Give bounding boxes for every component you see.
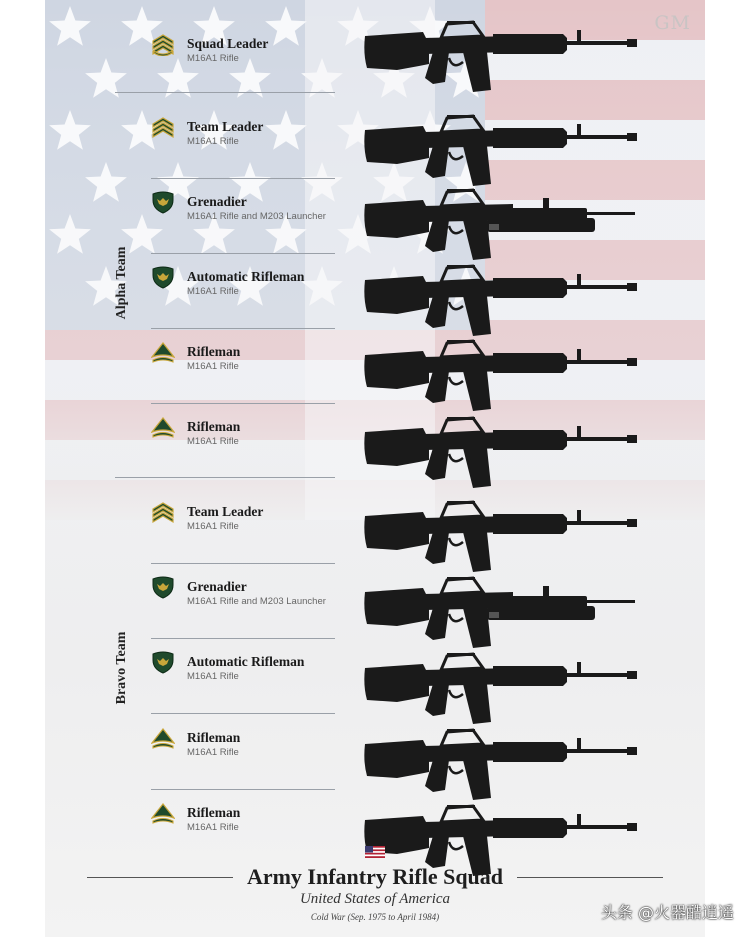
role-name: Rifleman xyxy=(187,805,241,820)
row-divider xyxy=(151,563,335,564)
sergeant-chevron-icon xyxy=(151,500,175,524)
role-name: Automatic Rifleman xyxy=(187,269,305,284)
rifle-with-launcher-image xyxy=(363,186,638,268)
private-first-class-icon xyxy=(151,340,175,364)
weapon-description: M16A1 Rifle and M203 Launcher xyxy=(187,211,326,222)
poster xyxy=(45,0,705,937)
row-divider xyxy=(151,328,335,329)
private-first-class-icon xyxy=(151,801,175,825)
weapon-description: M16A1 Rifle xyxy=(187,436,239,447)
weapon-description: M16A1 Rifle xyxy=(187,286,239,297)
role-name: Squad Leader xyxy=(187,36,269,51)
weapon-description: M16A1 Rifle xyxy=(187,521,239,532)
us-flag-icon xyxy=(365,846,385,858)
specialist-eagle-icon xyxy=(151,190,175,214)
role-name: Rifleman xyxy=(187,419,241,434)
row-divider xyxy=(151,713,335,714)
gm-logo: GM xyxy=(654,12,691,34)
role-name: Team Leader xyxy=(187,119,264,134)
weapon-description: M16A1 Rifle and M203 Launcher xyxy=(187,596,326,607)
poster-subtitle: United States of America xyxy=(299,891,451,907)
weapon-description: M16A1 Rifle xyxy=(187,822,239,833)
rifle-image xyxy=(363,262,638,344)
row-divider xyxy=(151,638,335,639)
row-divider xyxy=(151,789,335,790)
alpha-team-label: Alpha Team xyxy=(114,246,129,320)
role-name: Rifleman xyxy=(187,344,241,359)
sergeant-chevron-icon xyxy=(151,115,175,139)
poster-title: Army Infantry Rifle Squad xyxy=(246,864,504,889)
role-name: Grenadier xyxy=(187,579,247,594)
rifle-image xyxy=(363,498,638,580)
row-divider xyxy=(151,253,335,254)
rifle-image xyxy=(363,18,638,100)
row-divider xyxy=(151,403,335,404)
weapon-description: M16A1 Rifle xyxy=(187,136,239,147)
specialist-eagle-icon xyxy=(151,650,175,674)
weapon-description: M16A1 Rifle xyxy=(187,53,239,64)
role-name: Grenadier xyxy=(187,194,247,209)
weapon-description: M16A1 Rifle xyxy=(187,361,239,372)
role-name: Team Leader xyxy=(187,504,264,519)
staff-sergeant-chevron-icon xyxy=(151,32,175,56)
weapon-description: M16A1 Rifle xyxy=(187,671,239,682)
role-name: Rifleman xyxy=(187,730,241,745)
rifle-image xyxy=(363,650,638,732)
row-divider xyxy=(151,178,335,179)
watermark: 头条 @火器酷逍遥 xyxy=(600,903,734,922)
rifle-image xyxy=(363,414,638,496)
role-name: Automatic Rifleman xyxy=(187,654,305,669)
rifle-image xyxy=(363,112,638,194)
private-first-class-icon xyxy=(151,726,175,750)
rifle-image xyxy=(363,337,638,419)
specialist-eagle-icon xyxy=(151,575,175,599)
private-first-class-icon xyxy=(151,415,175,439)
specialist-eagle-icon xyxy=(151,265,175,289)
weapon-description: M16A1 Rifle xyxy=(187,747,239,758)
rifle-with-launcher-image xyxy=(363,574,638,656)
bravo-team-label: Bravo Team xyxy=(114,631,129,705)
poster-era-note: Cold War (Sep. 1975 to April 1984) xyxy=(310,912,440,922)
